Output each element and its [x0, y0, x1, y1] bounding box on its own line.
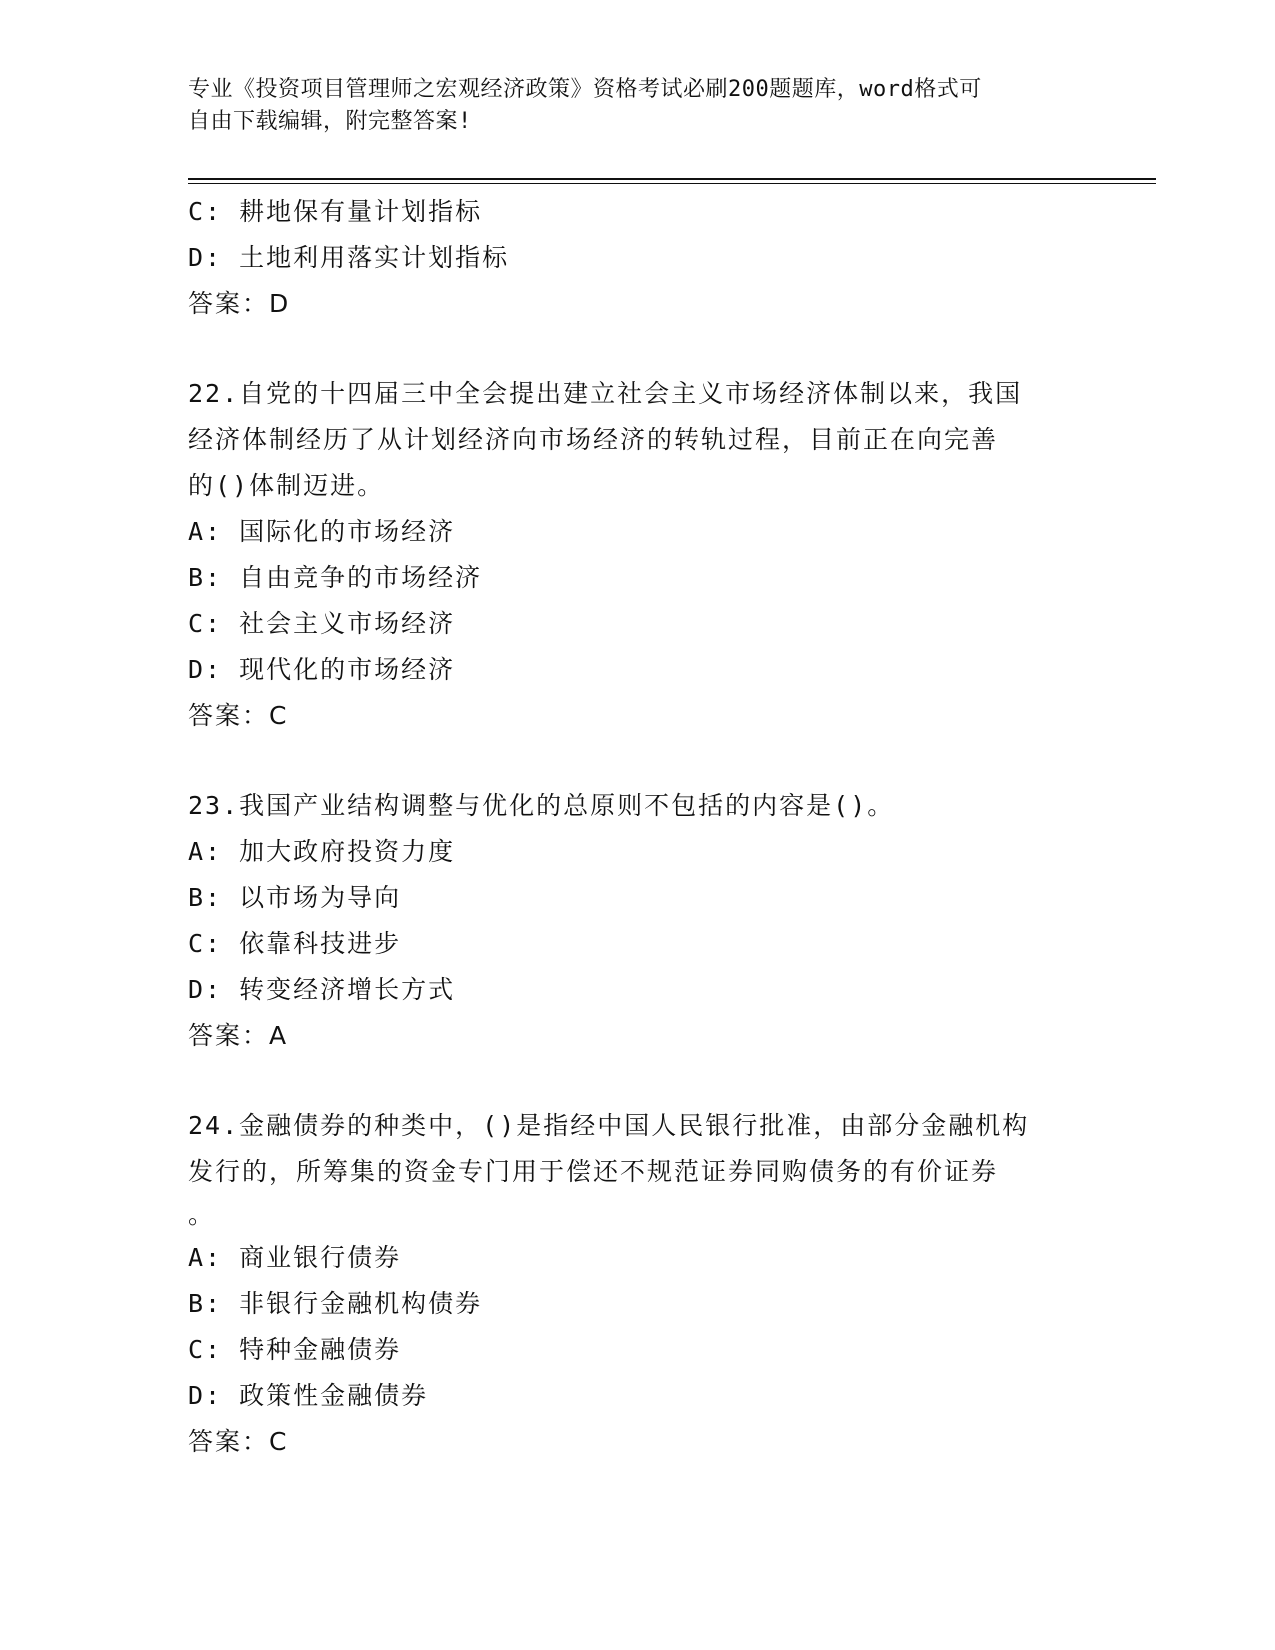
question-text-line: 的()体制迈进。 [188, 471, 385, 500]
answer-line: 答案：C [188, 701, 289, 730]
option-b: B: 以市场为导向 [188, 883, 402, 912]
question-text-line: 24.金融债券的种类中，()是指经中国人民银行批准，由部分金融机构 [188, 1111, 1030, 1140]
option-d: D: 土地利用落实计划指标 [188, 243, 510, 272]
option-c: C: 耕地保有量计划指标 [188, 197, 483, 226]
header-rule-thick [188, 178, 1156, 180]
option-c: C: 依靠科技进步 [188, 929, 402, 958]
document-header [188, 74, 1068, 138]
header-line-1: 专业《投资项目管理师之宏观经济政策》资格考试必刷200题题库，word格式可 [188, 77, 982, 102]
option-a: A: 商业银行债券 [188, 1243, 402, 1272]
option-b: B: 非银行金融机构债券 [188, 1289, 483, 1318]
option-c: C: 社会主义市场经济 [188, 609, 456, 638]
answer-line: 答案：C [188, 1427, 289, 1456]
question-text-line: 发行的，所筹集的资金专门用于偿还不规范证券同购债务的有价证券 [188, 1157, 999, 1186]
option-d: D: 现代化的市场经济 [188, 655, 456, 684]
question-22 [188, 371, 1088, 739]
question-text-line: 23.我国产业结构调整与优化的总原则不包括的内容是()。 [188, 791, 895, 820]
question-24 [188, 1103, 1088, 1465]
answer-line: 答案：A [188, 1021, 289, 1050]
spacer [188, 1059, 1088, 1103]
option-b: B: 自由竞争的市场经济 [188, 563, 483, 592]
header-line-2: 自由下载编辑，附完整答案! [188, 109, 472, 134]
question-text-line: 。 [188, 1200, 216, 1229]
header-rule-thin [188, 183, 1156, 184]
question-text-line: 22.自党的十四届三中全会提出建立社会主义市场经济体制以来，我国 [188, 379, 1023, 408]
option-a: A: 国际化的市场经济 [188, 517, 456, 546]
answer-line: 答案：D [188, 289, 291, 318]
question-content [188, 189, 1088, 1465]
question-text-line: 经济体制经历了从计划经济向市场经济的转轨过程，目前正在向完善 [188, 425, 999, 454]
option-d: D: 政策性金融债券 [188, 1381, 429, 1410]
option-c: C: 特种金融债券 [188, 1335, 402, 1364]
question-23 [188, 783, 1088, 1059]
option-a: A: 加大政府投资力度 [188, 837, 456, 866]
previous-question-tail [188, 189, 1088, 327]
spacer [188, 327, 1088, 371]
spacer [188, 739, 1088, 783]
option-d: D: 转变经济增长方式 [188, 975, 456, 1004]
